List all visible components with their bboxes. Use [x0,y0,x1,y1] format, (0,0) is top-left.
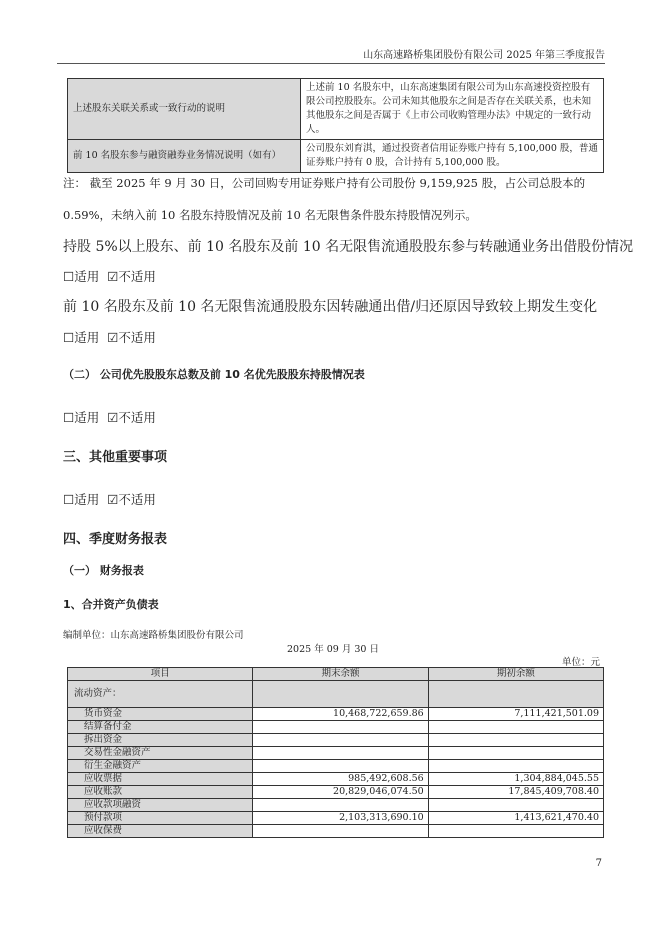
change-title: 前 10 名股东及前 10 名无限售流通股股东因转融通出借/归还原因导致较上期发生变化 [63,299,598,315]
row-item: 应收票据 [68,773,253,786]
header-divider [57,63,605,64]
table-row [68,708,604,721]
preferred-checkbox [63,408,156,426]
table-row [68,747,604,760]
not-applicable-option: ☑不适用 [107,330,156,345]
other-matters-title: 三、其他重要事项 [63,450,168,465]
section-label: 流动资产： [68,681,253,708]
row-begin [428,760,603,773]
row-item: 应收账款 [68,786,253,799]
note-line-2: 0.59%，未纳入前 10 名股东持股情况及前 10 名无限售条件股东持股情况列示。 [63,208,477,222]
row-item: 预付款项 [68,812,253,825]
applicable-option: ☐适用 [63,492,100,507]
lending-checkbox [63,267,156,285]
margin-value: 公司股东刘育淇，通过投资者信用证券账户持有 5,100,000 股，普通证券账户持有 0 股，合计持有 5,100,000 股。 [301,140,604,173]
table-row [68,825,604,838]
report-date: 2025 年 09 月 30 日 [287,644,379,655]
not-applicable-option: ☑不适用 [107,410,156,425]
row-begin: 7,111,421,501.09 [428,708,603,721]
row-end: 2,103,313,690.10 [253,812,428,825]
row-item: 货币资金 [68,708,253,721]
relation-label: 上述股东关联关系或一致行动的说明 [68,79,301,140]
col-begin-balance: 期初余额 [428,668,603,681]
margin-label: 前 10 名股东参与融资融券业务情况说明（如有） [68,140,301,173]
row-item: 拆出资金 [68,734,253,747]
row-begin [428,799,603,812]
table-row [68,799,604,812]
balance-sheet-title: 1、合并资产负债表 [63,598,159,611]
row-begin [428,825,603,838]
row-end: 985,492,608.56 [253,773,428,786]
row-begin: 1,304,884,045.55 [428,773,603,786]
row-item: 衍生金融资产 [68,760,253,773]
table-row [68,140,604,173]
row-end [253,734,428,747]
page-number: 7 [595,858,602,869]
table-row [68,734,604,747]
report-header: 山东高速路桥集团股份有限公司 2025 年第三季度报告 [363,50,605,61]
unit-label: 单位：元 [561,657,600,668]
table-row [68,79,604,140]
table-row [68,773,604,786]
row-end: 10,468,722,659.86 [253,708,428,721]
row-item: 交易性金融资产 [68,747,253,760]
shareholder-relation-table [67,78,604,173]
row-end [253,747,428,760]
col-end-balance: 期末余额 [253,668,428,681]
row-end [253,760,428,773]
section-row [68,681,604,708]
applicable-option: ☐适用 [63,410,100,425]
row-begin: 17,845,409,708.40 [428,786,603,799]
row-begin [428,734,603,747]
lending-title: 持股 5%以上股东、前 10 名股东及前 10 名无限售流通股股东参与转融通业务出借股份情况 [63,239,634,255]
company-name: 编制单位：山东高速路桥集团股份有限公司 [63,630,244,641]
preferred-title: （二） 公司优先股股东总数及前 10 名优先股股东持股情况表 [63,368,365,381]
row-item: 应收款项融资 [68,799,253,812]
applicable-option: ☐适用 [63,269,100,284]
table-header-row [68,668,604,681]
row-item: 结算备付金 [68,721,253,734]
applicable-option: ☐适用 [63,330,100,345]
table-row [68,786,604,799]
row-end [253,825,428,838]
table-row [68,812,604,825]
row-item: 应收保费 [68,825,253,838]
row-begin [428,747,603,760]
table-row [68,760,604,773]
quarter-statements-title: 四、季度财务报表 [63,532,168,547]
balance-sheet-table [67,667,604,838]
row-begin: 1,413,621,470.40 [428,812,603,825]
row-begin [428,721,603,734]
not-applicable-option: ☑不适用 [107,492,156,507]
not-applicable-option: ☑不适用 [107,269,156,284]
other-checkbox [63,490,156,508]
col-item: 项目 [68,668,253,681]
row-end: 20,829,046,074.50 [253,786,428,799]
row-end [253,799,428,812]
relation-value: 上述前 10 名股东中，山东高速集团有限公司为山东高速投资控股有限公司控股股东。公司未知其他股东之间是否存在关联关系，也未知其他股东之间是否属于《上市公司收购管理办法》中规定的一致行动人。 [301,79,604,140]
row-end [253,721,428,734]
table-row [68,721,604,734]
financial-statements-title: （一） 财务报表 [63,564,144,577]
change-checkbox [63,328,156,346]
note-line-1: 注： 截至 2025 年 9 月 30 日，公司回购专用证券账户持有公司股份 9,159,925 股，占公司总股本的 [63,176,586,190]
